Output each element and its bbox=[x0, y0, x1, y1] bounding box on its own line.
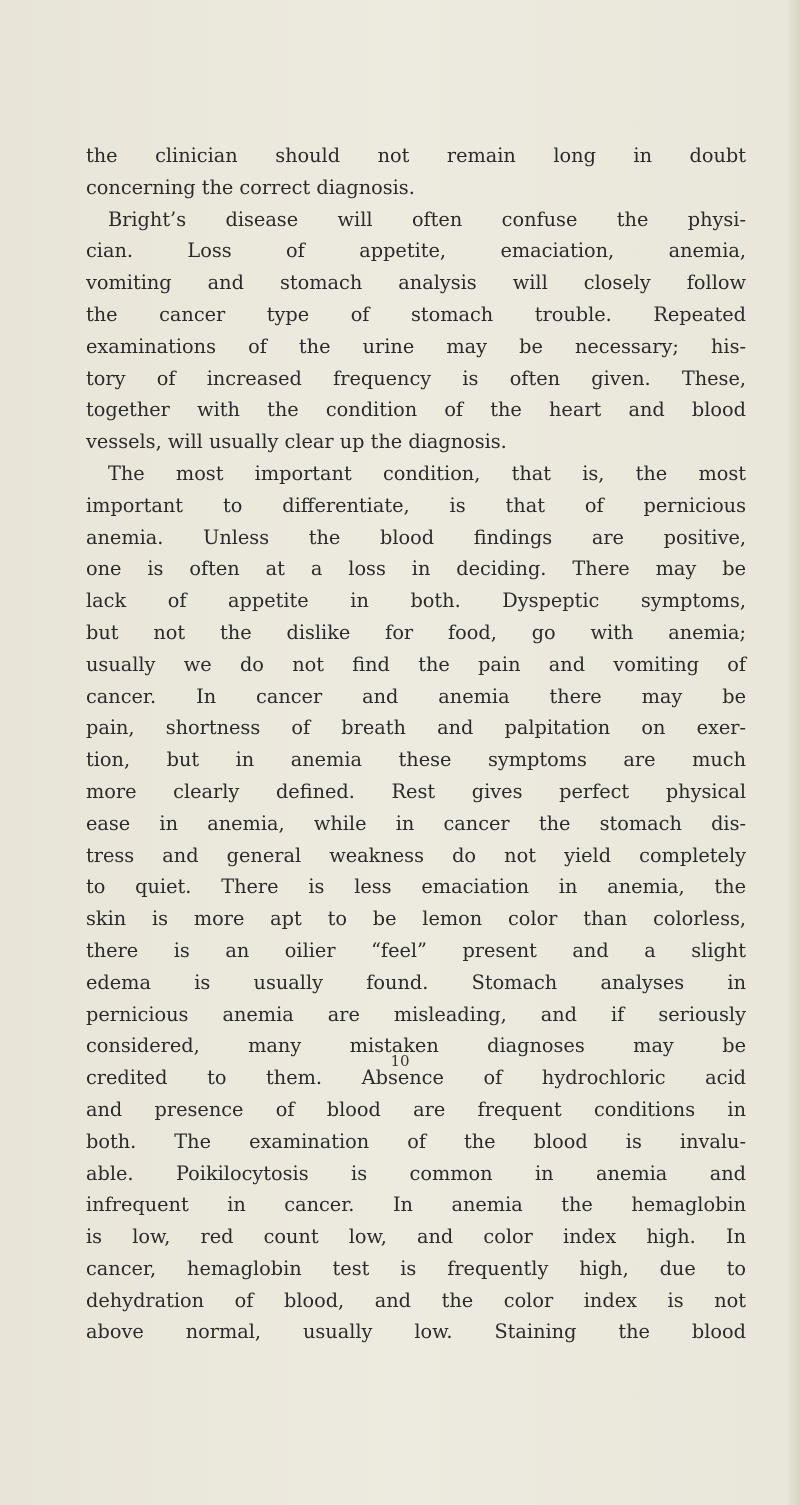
body-text bbox=[86, 140, 746, 1348]
text-line: together with the condition of the heart and blood bbox=[86, 398, 746, 422]
text-line: dehydration of blood, and the color index is not bbox=[86, 1288, 746, 1312]
text-line: the cancer type of stomach trouble. Repeated bbox=[86, 302, 746, 326]
text-line: there is an oilier “feel” present and a slight bbox=[86, 938, 746, 962]
text-line: important to differentiate, is that of pernicious bbox=[86, 493, 746, 517]
text-line: vessels, will usually clear up the diagnosis. bbox=[86, 430, 507, 454]
text-line: Bright’s disease will often confuse the physi- bbox=[108, 207, 746, 231]
text-line: anemia. Unless the blood findings are positive, bbox=[86, 525, 746, 549]
text-line: ease in anemia, while in cancer the stomach dis- bbox=[86, 811, 746, 835]
text-line: tress and general weakness do not yield completely bbox=[86, 843, 746, 867]
text-line: both. The examination of the blood is invalu- bbox=[86, 1129, 746, 1153]
text-line: edema is usually found. Stomach analyses in bbox=[86, 970, 746, 994]
text-line: above normal, usually low. Staining the blood bbox=[86, 1320, 746, 1344]
text-line: cancer. In cancer and anemia there may be bbox=[86, 684, 746, 708]
text-line: skin is more apt to be lemon color than colorless, bbox=[86, 907, 746, 931]
text-line: The most important condition, that is, the most bbox=[108, 461, 746, 485]
text-line: considered, many mistaken diagnoses may be bbox=[86, 1034, 746, 1058]
text-line: examinations of the urine may be necessary; his- bbox=[86, 334, 746, 358]
text-line: the clinician should not remain long in doubt bbox=[86, 144, 746, 167]
text-line: pain, shortness of breath and palpitation on exer- bbox=[86, 716, 746, 740]
text-line: is low, red count low, and color index high. In bbox=[86, 1225, 746, 1249]
text-line: tory of increased frequency is often given. These, bbox=[86, 366, 746, 390]
text-line: infrequent in cancer. In anemia the hemaglobin bbox=[86, 1193, 746, 1217]
text-line: cian. Loss of appetite, emaciation, anemia, bbox=[86, 239, 746, 263]
text-line: more clearly defined. Rest gives perfect physical bbox=[86, 779, 746, 803]
text-line: cancer, hemaglobin test is frequently high, due to bbox=[86, 1256, 746, 1280]
text-line: tion, but in anemia these symptoms are much bbox=[86, 748, 746, 772]
text-line: credited to them. Absence of hydrochloric acid bbox=[86, 1066, 746, 1090]
text-line: one is often at a loss in deciding. There may be bbox=[86, 557, 746, 581]
text-line: to quiet. There is less emaciation in anemia, the bbox=[86, 875, 746, 899]
text-line: lack of appetite in both. Dyspeptic symptoms, bbox=[86, 589, 746, 613]
page-edge-shadow bbox=[786, 0, 800, 1505]
text-line: concerning the correct diagnosis. bbox=[86, 175, 415, 199]
text-line: pernicious anemia are misleading, and if seriously bbox=[86, 1002, 746, 1026]
page-number: 10 bbox=[390, 1052, 410, 1070]
text-line: able. Poikilocytosis is common in anemia and bbox=[86, 1161, 746, 1185]
text-line: but not the dislike for food, go with anemia; bbox=[86, 620, 746, 644]
text-line: and presence of blood are frequent conditions in bbox=[86, 1097, 746, 1121]
text-line: vomiting and stomach analysis will closely follow bbox=[86, 271, 746, 295]
text-line: usually we do not find the pain and vomiting of bbox=[86, 652, 746, 676]
